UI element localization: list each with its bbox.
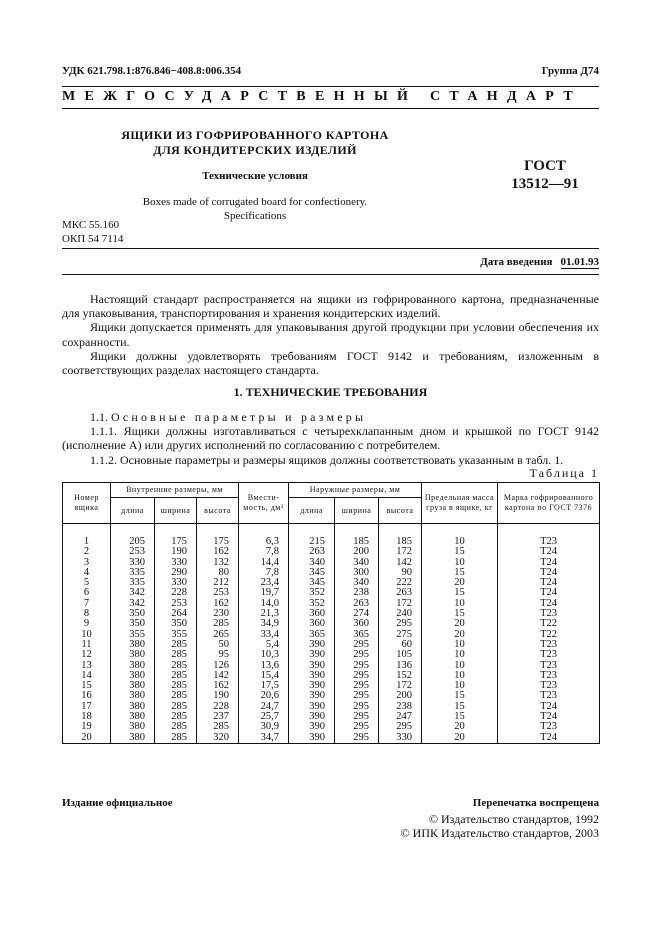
cell-inner-length: 380 <box>111 650 155 660</box>
cell-outer-length: 390 <box>289 712 335 722</box>
cell-max-mass: 15 <box>422 702 498 712</box>
cell-inner-length: 380 <box>111 691 155 701</box>
gost-number <box>490 157 600 193</box>
cell-inner-height: 265 <box>197 630 239 640</box>
cell-outer-width: 238 <box>335 588 379 598</box>
cell-outer-width: 295 <box>335 691 379 701</box>
cell-max-mass: 15 <box>422 712 498 722</box>
section-heading: 1. ТЕХНИЧЕСКИЕ ТРЕБОВАНИЯ <box>233 385 428 399</box>
cell-inner-height: 175 <box>197 537 239 547</box>
cell-capacity: 33,4 <box>239 630 289 640</box>
cell-inner-length: 380 <box>111 681 155 691</box>
cell-capacity: 5,4 <box>239 640 289 650</box>
cell-inner-length: 380 <box>111 640 155 650</box>
cell-inner-height: 80 <box>197 568 239 578</box>
table-spacer-row <box>63 524 600 538</box>
cell-capacity: 17,5 <box>239 681 289 691</box>
cell-board-grade: Т24 <box>498 712 600 722</box>
cell-inner-height: 162 <box>197 599 239 609</box>
cell-inner-width: 253 <box>155 599 197 609</box>
cell-inner-height: 230 <box>197 609 239 619</box>
cell-board-grade: Т23 <box>498 691 600 701</box>
cell-capacity: 14,0 <box>239 599 289 609</box>
cell-number: 14 <box>63 671 111 681</box>
cell-outer-width: 200 <box>335 547 379 557</box>
cell-inner-length: 380 <box>111 712 155 722</box>
cell-outer-length: 390 <box>289 733 335 744</box>
cell-outer-length: 360 <box>289 619 335 629</box>
header-outer-width: ширина <box>335 498 379 524</box>
gost-code: 13512—91 <box>511 176 579 192</box>
cell-capacity: 7,8 <box>239 568 289 578</box>
cell-outer-height: 222 <box>379 578 422 588</box>
cell-number: 9 <box>63 619 111 629</box>
header-inner-height: высота <box>197 498 239 524</box>
cell-max-mass: 20 <box>422 733 498 744</box>
cell-max-mass: 15 <box>422 568 498 578</box>
cell-number: 3 <box>63 558 111 568</box>
cell-capacity: 6,3 <box>239 537 289 547</box>
cell-inner-width: 285 <box>155 702 197 712</box>
cell-inner-width: 285 <box>155 712 197 722</box>
cell-board-grade: Т24 <box>498 702 600 712</box>
cell-outer-height: 105 <box>379 650 422 660</box>
cell-outer-length: 345 <box>289 578 335 588</box>
reprint-prohibited-label: Перепечатка воспрещена <box>472 797 599 809</box>
cell-inner-height: 126 <box>197 661 239 671</box>
cell-capacity: 13,6 <box>239 661 289 671</box>
cell-max-mass: 10 <box>422 681 498 691</box>
cell-outer-height: 330 <box>379 733 422 744</box>
cell-outer-height: 200 <box>379 691 422 701</box>
cell-board-grade: Т23 <box>498 661 600 671</box>
cell-outer-length: 365 <box>289 630 335 640</box>
cell-inner-length: 380 <box>111 722 155 732</box>
cell-inner-height: 253 <box>197 588 239 598</box>
intro-paragraph-1: Настоящий стандарт распространяется на ящики из гофрированного картона, предназначенные для упаковывания, транспортирования и хранения кондитерских изделий. <box>62 292 599 321</box>
cell-capacity: 34,7 <box>239 733 289 744</box>
cell-outer-length: 360 <box>289 609 335 619</box>
cell-outer-width: 295 <box>335 722 379 732</box>
cell-inner-width: 264 <box>155 609 197 619</box>
cell-inner-height: 162 <box>197 547 239 557</box>
cell-inner-height: 228 <box>197 702 239 712</box>
cell-outer-length: 390 <box>289 661 335 671</box>
cell-outer-length: 390 <box>289 702 335 712</box>
classification-codes <box>62 218 123 246</box>
banner-top-rule <box>62 86 599 87</box>
cell-board-grade: Т23 <box>498 537 600 547</box>
cell-outer-height: 136 <box>379 661 422 671</box>
cell-max-mass: 15 <box>422 588 498 598</box>
cell-board-grade: Т24 <box>498 558 600 568</box>
cell-number: 7 <box>63 599 111 609</box>
cell-capacity: 23,4 <box>239 578 289 588</box>
official-edition-label: Издание официальное <box>62 797 173 809</box>
cell-outer-length: 340 <box>289 558 335 568</box>
table-body <box>63 524 600 744</box>
copyright-1992: © Издательство стандартов, 1992 <box>428 812 599 826</box>
cell-max-mass: 15 <box>422 609 498 619</box>
intro-paragraph-3: Ящики должны удовлетворять требованиям ГОСТ 9142 и требованиям, изложенным в соответствующих разделах настоящего стандарта. <box>62 348 599 378</box>
cell-number: 8 <box>63 609 111 619</box>
cell-inner-length: 205 <box>111 537 155 547</box>
cell-number: 20 <box>63 733 111 744</box>
cell-outer-width: 360 <box>335 619 379 629</box>
header-board-grade: Марка гофрированного картона по ГОСТ 7376 <box>498 483 600 524</box>
subsection-title: Основные параметры и размеры <box>111 410 367 424</box>
cell-board-grade: Т23 <box>498 681 600 691</box>
header-inner-width: ширина <box>155 498 197 524</box>
header-max-mass: Предельная масса груза в ящике, кг <box>422 483 498 524</box>
cell-outer-length: 390 <box>289 650 335 660</box>
cell-max-mass: 20 <box>422 722 498 732</box>
date-top-rule <box>62 248 599 249</box>
cell-inner-height: 50 <box>197 640 239 650</box>
cell-inner-height: 212 <box>197 578 239 588</box>
cell-outer-length: 263 <box>289 547 335 557</box>
cell-outer-width: 295 <box>335 671 379 681</box>
document-subtitle: Технические условия <box>202 170 308 182</box>
cell-outer-width: 300 <box>335 568 379 578</box>
cell-outer-width: 365 <box>335 630 379 640</box>
paragraph-1-1-1: 1.1.1. Ящики должны изготавливаться с четырехклапанным дном и крышкой по ГОСТ 9142 (исполнение А) или других исполнений по согласованию с потребителем. <box>62 424 599 453</box>
cell-outer-height: 142 <box>379 558 422 568</box>
date-bottom-rule <box>62 274 599 275</box>
subsection-heading <box>62 410 599 424</box>
cell-outer-length: 390 <box>289 691 335 701</box>
paragraph-1-1-2: 1.1.2. Основные параметры и размеры ящиков должны соответствовать указанным в табл. 1. <box>90 452 564 467</box>
table-row <box>63 733 600 744</box>
cell-capacity: 14,4 <box>239 558 289 568</box>
copyright-2003: © ИПК Издательство стандартов, 2003 <box>400 826 599 840</box>
cell-inner-width: 350 <box>155 619 197 629</box>
cell-board-grade: Т23 <box>498 671 600 681</box>
group-code: Группа Д74 <box>541 65 599 77</box>
intro-paragraph-2: Ящики допускается применять для упаковывания другой продукции при условии обеспечения их сохранности. <box>62 320 599 349</box>
cell-outer-length: 390 <box>289 722 335 732</box>
cell-inner-width: 190 <box>155 547 197 557</box>
cell-max-mass: 10 <box>422 640 498 650</box>
okp-code: ОКП 54 7114 <box>62 233 124 245</box>
cell-number: 4 <box>63 568 111 578</box>
cell-inner-height: 320 <box>197 733 239 744</box>
english-title-line-1: Boxes made of corrugated board for confectionery. <box>142 196 368 208</box>
cell-outer-width: 295 <box>335 650 379 660</box>
english-title-line-2: Specifications <box>223 210 287 222</box>
cell-inner-width: 285 <box>155 681 197 691</box>
header-capacity: Вмести-мость, дм³ <box>239 483 289 524</box>
cell-max-mass: 10 <box>422 671 498 681</box>
cell-outer-length: 345 <box>289 568 335 578</box>
cell-outer-width: 274 <box>335 609 379 619</box>
cell-max-mass: 10 <box>422 599 498 609</box>
parameters-table <box>62 482 600 744</box>
cell-inner-length: 380 <box>111 671 155 681</box>
mks-code: МКС 55.160 <box>62 219 120 231</box>
cell-number: 2 <box>63 547 111 557</box>
cell-number: 10 <box>63 630 111 640</box>
cell-inner-length: 330 <box>111 558 155 568</box>
cell-max-mass: 10 <box>422 537 498 547</box>
cell-capacity: 30,9 <box>239 722 289 732</box>
header-number: Номер ящика <box>63 483 111 524</box>
cell-inner-length: 335 <box>111 578 155 588</box>
cell-max-mass: 10 <box>422 650 498 660</box>
cell-inner-width: 285 <box>155 691 197 701</box>
cell-outer-height: 172 <box>379 547 422 557</box>
cell-board-grade: Т22 <box>498 619 600 629</box>
cell-outer-width: 185 <box>335 537 379 547</box>
cell-board-grade: Т24 <box>498 547 600 557</box>
cell-capacity: 25,7 <box>239 712 289 722</box>
cell-inner-length: 350 <box>111 609 155 619</box>
intro-text <box>62 292 599 377</box>
cell-inner-height: 285 <box>197 619 239 629</box>
cell-outer-height: 90 <box>379 568 422 578</box>
header-inner-dimensions: Внутренние размеры, мм <box>111 483 239 498</box>
cell-inner-length: 355 <box>111 630 155 640</box>
cell-number: 17 <box>63 702 111 712</box>
cell-capacity: 24,7 <box>239 702 289 712</box>
cell-board-grade: Т23 <box>498 722 600 732</box>
cell-number: 13 <box>63 661 111 671</box>
cell-outer-length: 352 <box>289 599 335 609</box>
cell-inner-length: 380 <box>111 702 155 712</box>
title-line-2: ДЛЯ КОНДИТЕРСКИХ ИЗДЕЛИЙ <box>153 143 357 157</box>
cell-outer-width: 295 <box>335 733 379 744</box>
cell-outer-height: 60 <box>379 640 422 650</box>
cell-inner-width: 330 <box>155 578 197 588</box>
cell-max-mass: 15 <box>422 547 498 557</box>
cell-outer-length: 390 <box>289 681 335 691</box>
cell-inner-length: 380 <box>111 661 155 671</box>
cell-outer-width: 295 <box>335 640 379 650</box>
cell-inner-width: 285 <box>155 640 197 650</box>
cell-capacity: 34,9 <box>239 619 289 629</box>
cell-inner-length: 342 <box>111 588 155 598</box>
cell-max-mass: 10 <box>422 661 498 671</box>
effective-date-label: Дата введения <box>480 256 553 268</box>
cell-outer-length: 390 <box>289 640 335 650</box>
effective-date <box>480 256 599 268</box>
cell-capacity: 19,7 <box>239 588 289 598</box>
cell-outer-width: 340 <box>335 578 379 588</box>
cell-outer-width: 295 <box>335 681 379 691</box>
cell-max-mass: 20 <box>422 578 498 588</box>
cell-inner-height: 237 <box>197 712 239 722</box>
cell-board-grade: Т23 <box>498 609 600 619</box>
cell-number: 12 <box>63 650 111 660</box>
cell-inner-width: 330 <box>155 558 197 568</box>
cell-board-grade: Т24 <box>498 599 600 609</box>
cell-outer-height: 172 <box>379 599 422 609</box>
cell-inner-length: 253 <box>111 547 155 557</box>
cell-board-grade: Т24 <box>498 588 600 598</box>
cell-inner-width: 285 <box>155 650 197 660</box>
cell-outer-height: 295 <box>379 722 422 732</box>
cell-max-mass: 15 <box>422 691 498 701</box>
cell-outer-height: 275 <box>379 630 422 640</box>
cell-inner-width: 290 <box>155 568 197 578</box>
cell-outer-length: 390 <box>289 671 335 681</box>
cell-inner-width: 285 <box>155 671 197 681</box>
cell-outer-height: 185 <box>379 537 422 547</box>
header-outer-height: высота <box>379 498 422 524</box>
cell-capacity: 10,3 <box>239 650 289 660</box>
cell-outer-height: 295 <box>379 619 422 629</box>
cell-outer-height: 152 <box>379 671 422 681</box>
cell-outer-width: 295 <box>335 712 379 722</box>
cell-capacity: 20,6 <box>239 691 289 701</box>
cell-outer-height: 263 <box>379 588 422 598</box>
cell-inner-width: 228 <box>155 588 197 598</box>
cell-outer-width: 263 <box>335 599 379 609</box>
cell-board-grade: Т23 <box>498 640 600 650</box>
cell-inner-width: 175 <box>155 537 197 547</box>
cell-inner-height: 285 <box>197 722 239 732</box>
cell-inner-width: 285 <box>155 733 197 744</box>
cell-outer-height: 238 <box>379 702 422 712</box>
cell-number: 16 <box>63 691 111 701</box>
cell-inner-length: 380 <box>111 733 155 744</box>
cell-inner-height: 132 <box>197 558 239 568</box>
cell-max-mass: 10 <box>422 558 498 568</box>
effective-date-value: 01.01.93 <box>560 256 599 268</box>
standard-banner: МЕЖГОСУДАРСТВЕННЫЙ СТАНДАРТ <box>62 89 582 104</box>
cell-inner-width: 355 <box>155 630 197 640</box>
udk-code: УДК 621.798.1:876.846−408.8:006.354 <box>62 65 242 77</box>
cell-number: 11 <box>63 640 111 650</box>
gost-label: ГОСТ <box>524 158 566 174</box>
cell-inner-height: 95 <box>197 650 239 660</box>
cell-board-grade: Т24 <box>498 733 600 744</box>
cell-inner-length: 335 <box>111 568 155 578</box>
cell-inner-length: 350 <box>111 619 155 629</box>
cell-board-grade: Т22 <box>498 630 600 640</box>
cell-number: 5 <box>63 578 111 588</box>
cell-inner-height: 142 <box>197 671 239 681</box>
cell-outer-height: 172 <box>379 681 422 691</box>
cell-capacity: 7,8 <box>239 547 289 557</box>
cell-inner-height: 162 <box>197 681 239 691</box>
table-caption: Таблица 1 <box>529 466 599 480</box>
cell-outer-length: 215 <box>289 537 335 547</box>
cell-outer-length: 352 <box>289 588 335 598</box>
title-line-1: ЯЩИКИ ИЗ ГОФРИРОВАННОГО КАРТОНА <box>121 128 389 142</box>
cell-inner-width: 285 <box>155 661 197 671</box>
cell-capacity: 21,3 <box>239 609 289 619</box>
cell-inner-length: 342 <box>111 599 155 609</box>
header-inner-length: длина <box>111 498 155 524</box>
cell-capacity: 15,4 <box>239 671 289 681</box>
section-text <box>62 410 599 467</box>
cell-number: 18 <box>63 712 111 722</box>
cell-board-grade: Т24 <box>498 578 600 588</box>
cell-outer-width: 340 <box>335 558 379 568</box>
cell-inner-width: 285 <box>155 722 197 732</box>
subsection-number: 1.1. <box>90 410 108 424</box>
cell-board-grade: Т24 <box>498 568 600 578</box>
header-outer-length: длина <box>289 498 335 524</box>
cell-number: 15 <box>63 681 111 691</box>
cell-outer-height: 240 <box>379 609 422 619</box>
cell-number: 19 <box>63 722 111 732</box>
cell-inner-height: 190 <box>197 691 239 701</box>
cell-max-mass: 20 <box>422 619 498 629</box>
cell-outer-height: 247 <box>379 712 422 722</box>
banner-bottom-rule <box>62 108 599 109</box>
cell-number: 6 <box>63 588 111 598</box>
cell-number: 1 <box>63 537 111 547</box>
document-title <box>60 128 450 158</box>
cell-outer-width: 295 <box>335 702 379 712</box>
header-outer-dimensions: Наружные размеры, мм <box>289 483 422 498</box>
cell-outer-width: 295 <box>335 661 379 671</box>
cell-board-grade: Т23 <box>498 650 600 660</box>
cell-max-mass: 20 <box>422 630 498 640</box>
